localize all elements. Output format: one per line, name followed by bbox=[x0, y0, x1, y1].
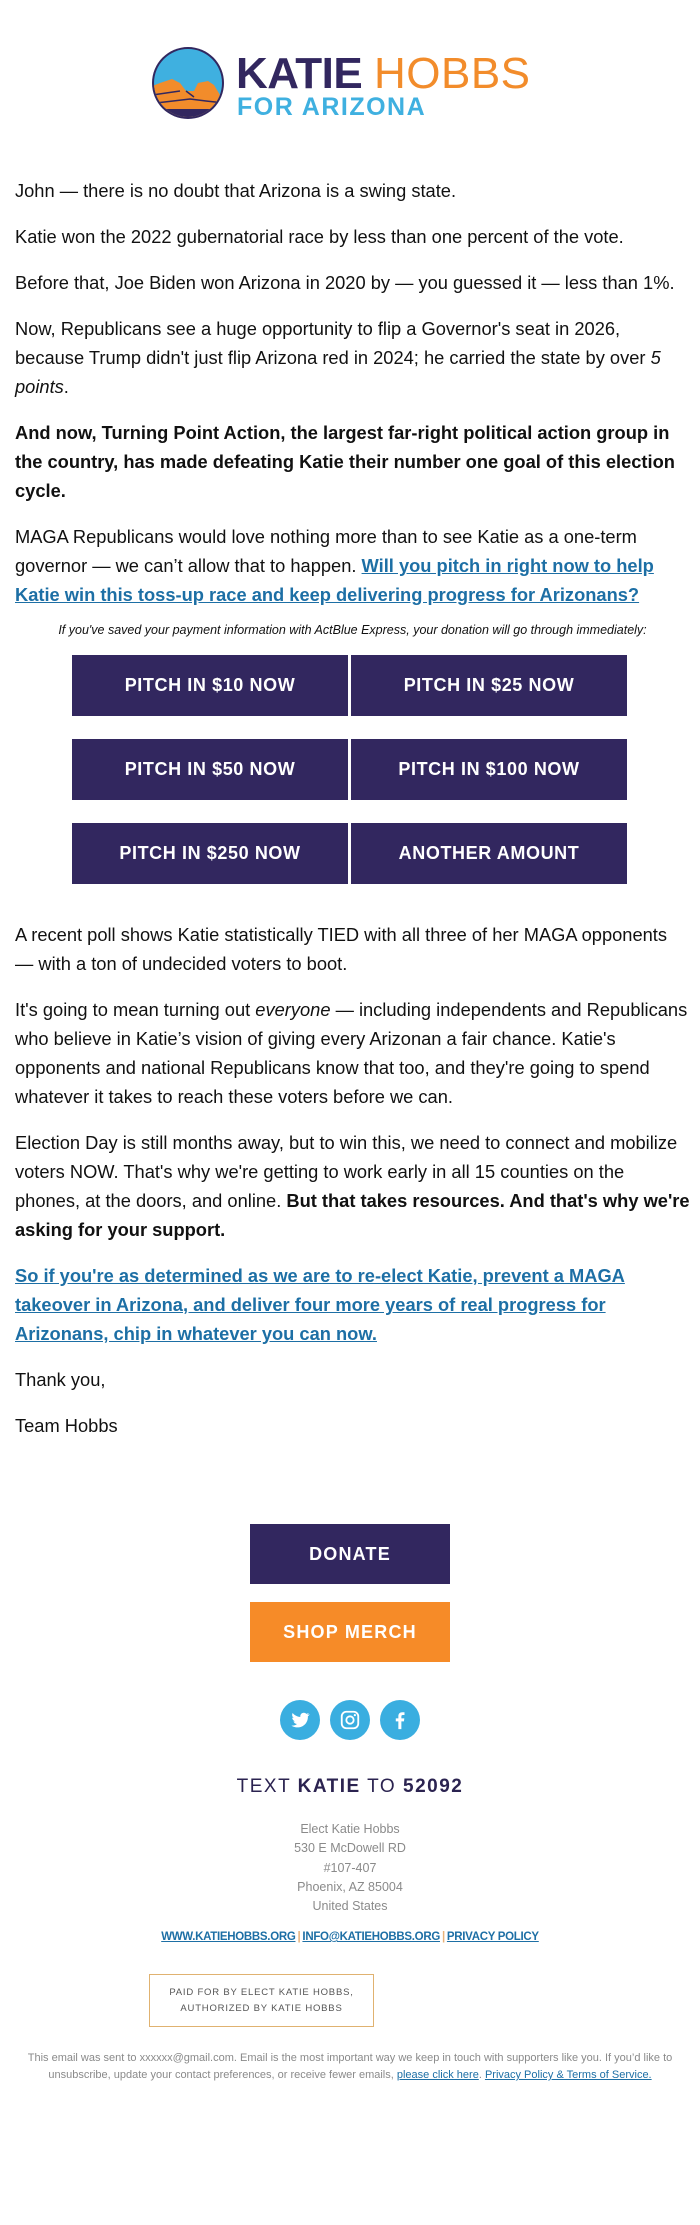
logo bbox=[150, 45, 570, 125]
paid-for-disclaimer bbox=[149, 1974, 374, 2027]
paragraph bbox=[15, 1128, 690, 1244]
paragraph bbox=[15, 1261, 690, 1348]
text: . bbox=[478, 2069, 485, 2081]
text: MAGA Republicans would love nothing more than to see Katie as a one-term governor — we can’t allow that to happen. bbox=[15, 526, 637, 576]
sms-number: 52092 bbox=[403, 1776, 464, 1797]
terms-link[interactable]: Privacy Policy & Terms of Service. bbox=[484, 2069, 652, 2081]
unsubscribe-link[interactable]: please click here bbox=[396, 2069, 479, 2081]
bold-text: But that takes resources. And that's why we're asking for your support. bbox=[15, 1190, 690, 1240]
disclaimer-line: PAID FOR BY ELECT KATIE HOBBS, bbox=[169, 1986, 354, 1998]
text: TO bbox=[360, 1776, 403, 1797]
pitch-in-100-button[interactable]: PITCH IN $100 NOW bbox=[351, 739, 627, 800]
bold-text: And now, Turning Point Action, the largest far-right political action group in the country, has made defeating Katie their number one goal of this election cycle. bbox=[15, 422, 675, 501]
text-to-join bbox=[0, 1776, 700, 1798]
twitter-icon[interactable] bbox=[280, 1700, 320, 1740]
text: This email was sent to xxxxxx@gmail.com. Email is the most important way we keep in touch with supporters like you. If you’d like to unsubscribe, update your contact preferences, or receive fewer emails, bbox=[27, 2052, 673, 2081]
instagram-icon[interactable] bbox=[330, 1700, 370, 1740]
paragraph bbox=[15, 995, 690, 1111]
another-amount-button[interactable]: ANOTHER AMOUNT bbox=[351, 823, 627, 884]
signature: Team Hobbs bbox=[15, 1415, 118, 1436]
address-line: Elect Katie Hobbs bbox=[300, 1822, 400, 1836]
mailing-address bbox=[0, 1820, 700, 1916]
text: Now, Republicans see a huge opportunity to flip a Governor's seat in 2026, because Trump didn't just flip Arizona red in 2024; he carried the state by over bbox=[15, 318, 651, 368]
paragraph-bold bbox=[15, 418, 690, 505]
actblue-notice: If you've saved your payment information with ActBlue Express, your donation will go through immediately: bbox=[58, 623, 647, 637]
pitch-in-25-button[interactable]: PITCH IN $25 NOW bbox=[351, 655, 627, 716]
separator: | bbox=[297, 1931, 301, 1943]
separator: | bbox=[441, 1931, 445, 1943]
email-link[interactable]: INFO@KATIEHOBBS.ORG bbox=[302, 1931, 440, 1943]
email-body bbox=[15, 176, 690, 1457]
text: Election Day is still months away, but to win this, we need to connect and mobilize voters NOW. That's why we're getting to work early in all 15 counties on the phones, at the doors, and online. bbox=[15, 1132, 678, 1211]
donation-button-grid bbox=[72, 655, 690, 884]
paragraph: A recent poll shows Katie statistically TIED with all three of her MAGA opponents — with a ton of undecided voters to boot. bbox=[15, 924, 668, 974]
website-link[interactable]: WWW.KATIEHOBBS.ORG bbox=[161, 1931, 296, 1943]
facebook-icon[interactable] bbox=[380, 1700, 420, 1740]
logo-name bbox=[236, 49, 531, 99]
disclaimer-line: AUTHORIZED BY KATIE HOBBS bbox=[180, 2002, 343, 2014]
paragraph: Katie won the 2022 gubernatorial race by less than one percent of the vote. bbox=[15, 226, 624, 247]
address-line: United States bbox=[312, 1899, 388, 1914]
social-links bbox=[280, 1700, 420, 1740]
unsubscribe-notice bbox=[20, 2050, 680, 2084]
address-line: #107-407 bbox=[323, 1860, 377, 1875]
text: It's going to mean turning out bbox=[15, 999, 256, 1020]
emphasis: everyone bbox=[255, 999, 331, 1020]
pitch-in-50-button[interactable]: PITCH IN $50 NOW bbox=[72, 739, 348, 800]
pitch-in-250-button[interactable]: PITCH IN $250 NOW bbox=[72, 823, 348, 884]
chip-in-link[interactable]: So if you're as determined as we are to re-elect Katie, prevent a MAGA takeover in Arizona, and deliver four more years of real progress for Arizonans, chip in whatever you can now. bbox=[15, 1265, 625, 1344]
logo-tagline: FOR ARIZONA bbox=[237, 93, 427, 121]
logo-first-name: KATIE bbox=[236, 49, 363, 98]
arizona-mesa-logo-icon bbox=[150, 45, 226, 121]
address-line: Phoenix, AZ 85004 bbox=[297, 1879, 403, 1894]
text: — including independents and Republicans who believe in Katie’s vision of giving every Arizonan a fair chance. Katie's opponents and national Republicans know that too, and they're going to spend whatever it takes to reach these voters before we can. bbox=[15, 999, 688, 1107]
pitch-in-10-button[interactable]: PITCH IN $10 NOW bbox=[72, 655, 348, 716]
text: TEXT bbox=[236, 1776, 298, 1797]
paragraph bbox=[15, 522, 690, 609]
emphasis: 5 points bbox=[15, 347, 661, 397]
shop-merch-button[interactable]: SHOP MERCH bbox=[250, 1602, 450, 1662]
closing: Thank you, bbox=[15, 1369, 106, 1390]
footer-links bbox=[0, 1931, 700, 1943]
paragraph bbox=[15, 314, 690, 401]
donate-link[interactable]: Will you pitch in right now to help Katie win this toss-up race and keep delivering progress for Arizonans? bbox=[15, 555, 654, 605]
privacy-policy-link[interactable]: PRIVACY POLICY bbox=[446, 1931, 539, 1943]
paragraph: John — there is no doubt that Arizona is a swing state. bbox=[15, 180, 457, 201]
paragraph: Before that, Joe Biden won Arizona in 2020 by — you guessed it — less than 1%. bbox=[15, 272, 675, 293]
logo-last-name: HOBBS bbox=[373, 49, 531, 98]
sms-keyword: KATIE bbox=[297, 1776, 361, 1797]
donate-button[interactable]: DONATE bbox=[250, 1524, 450, 1584]
address-line: 530 E McDowell RD bbox=[294, 1841, 406, 1856]
text: . bbox=[63, 376, 69, 397]
